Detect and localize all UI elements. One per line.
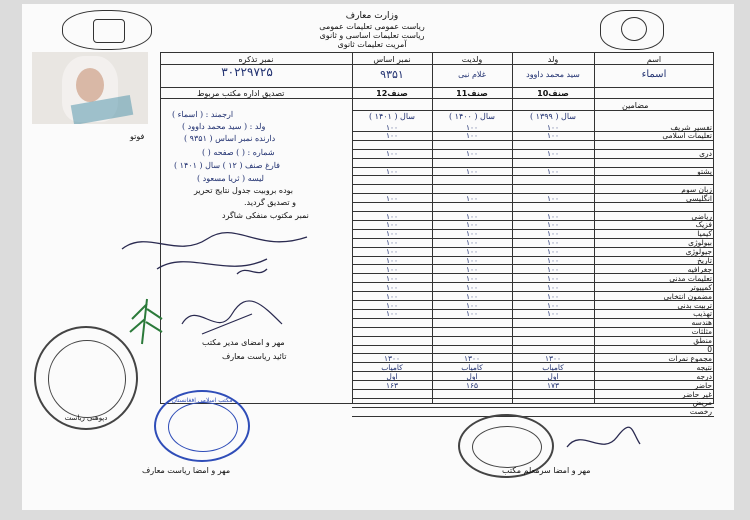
mark-cell: ۱۰۰ xyxy=(546,193,560,203)
mark-cell: ۱۰۰ xyxy=(465,122,479,132)
mark-cell: ۱۰۰ xyxy=(385,247,399,257)
grade-12: صنف12 xyxy=(376,89,408,98)
cert-arjumand: ارجمند : ( اسماء ) xyxy=(172,110,234,119)
subject-name: مجموع نمرات xyxy=(668,353,712,363)
mark-cell: ۱۰۰ xyxy=(465,309,479,319)
mark-cell: ۱۰۰ xyxy=(465,211,479,221)
header-line-4: آمریت تعلیمات ثانوی xyxy=(337,40,407,49)
stamp-blue-text: مکتب اسلامی افغانستان xyxy=(171,397,233,404)
label-tazkira: نمبر تذکره xyxy=(238,55,274,64)
cert-wald: ولد : ( سید محمد داوود ) xyxy=(182,122,266,131)
label-grandfather: ولدیت xyxy=(461,55,483,64)
mark-cell: ۱۰۰ xyxy=(546,247,560,257)
mark-cell: ۱۰۰ xyxy=(385,122,399,132)
cert-letter-number: نمبر مکتوب منفکی شاگرد xyxy=(222,211,309,220)
mark-cell: اول xyxy=(466,371,478,381)
mark-cell: ۱۳۰۰ xyxy=(463,353,481,363)
subject-name: تعلیمات اسلامی xyxy=(662,131,712,141)
cert-table-note: بوده بروبیت جدول نتایج تحریر xyxy=(194,186,294,195)
student-name: اسماء xyxy=(641,69,667,80)
subject-name: بیولوژی xyxy=(688,238,712,248)
mark-cell: ۱۰۰ xyxy=(465,220,479,230)
subjects-label: مضامین xyxy=(622,101,649,110)
row-divider xyxy=(352,327,714,328)
mark-cell: ۱۰۰ xyxy=(546,256,560,265)
year-11: سال ( ۱۴۰۰ ) xyxy=(448,112,496,121)
mark-cell: ۱۰۰ xyxy=(546,149,560,159)
verification-label: تصدیق اداره مکتب مربوط xyxy=(197,89,285,98)
mark-cell: ۱۰۰ xyxy=(385,149,399,159)
mark-cell: ۱۰۰ xyxy=(385,131,399,141)
mark-cell: ۱۰۰ xyxy=(385,300,399,310)
subject-name: دری xyxy=(699,149,712,159)
cert-graduate: فارغ صنف ( ۱۲ ) سال ( ۱۴۰۱ ) xyxy=(174,161,280,170)
subject-name: حاضر xyxy=(694,380,712,390)
row-divider xyxy=(352,184,714,185)
mark-cell: ۱۶۳ xyxy=(385,380,399,390)
subject-name: پشتو xyxy=(697,167,712,176)
mark-cell: ۱۰۰ xyxy=(465,247,479,257)
mark-cell: ۱۰۰ xyxy=(385,211,399,221)
dept-confirm-label: تائید ریاست معارف xyxy=(222,352,287,361)
subject-name: مریض xyxy=(692,398,712,408)
mark-cell: کامیاب xyxy=(381,362,403,372)
label-base-number: نمبر اساس xyxy=(373,55,411,64)
mark-cell: ۱۰۰ xyxy=(546,211,560,221)
mark-cell: ۱۰۰ xyxy=(385,256,399,265)
row-divider xyxy=(352,345,714,346)
mark-cell: کامیاب xyxy=(542,362,564,372)
subject-name: انگلیسی xyxy=(685,193,712,203)
certificate-page xyxy=(22,4,734,510)
subject-name: مضمون انتخابی xyxy=(663,291,712,301)
signature-teacher xyxy=(562,422,642,462)
dept-sign-label: مهر و امضا ریاست معارف xyxy=(142,466,231,475)
signature-director xyxy=(117,219,317,289)
student-father: سید محمد داوود xyxy=(526,70,580,79)
mark-cell: ۱۰۰ xyxy=(465,256,479,265)
subject-name: فزیک xyxy=(695,220,712,230)
mark-cell: ۱۰۰ xyxy=(546,282,560,292)
student-base-number: ۹۳۵۱ xyxy=(380,68,404,81)
grade-11: صنف11 xyxy=(456,89,488,98)
mark-cell: ۱۰۰ xyxy=(465,291,479,301)
subject-name: جیولوژی xyxy=(685,247,712,257)
subject-name: کمپیوتر xyxy=(689,282,712,292)
row-divider xyxy=(352,407,714,408)
subject-name: درجه xyxy=(696,371,712,381)
mark-cell: ۱۰۰ xyxy=(385,238,399,248)
student-tazkira: ۳۰۲۲۹۷۲۵ xyxy=(221,65,273,79)
mark-cell: ۱۰۰ xyxy=(465,273,479,283)
mark-cell: ۱۰۰ xyxy=(465,149,479,159)
mark-cell: ۱۰۰ xyxy=(465,282,479,292)
cert-base-number: دارنده نمبر اساس ( ۹۳۵۱ ) xyxy=(184,134,276,143)
national-emblem-right-icon xyxy=(600,10,664,50)
teacher-sign-label: مهر و امضا سرمعلم مکتب xyxy=(502,466,591,475)
subject-name: زبان سوم xyxy=(681,184,712,194)
label-name: اسم xyxy=(646,55,662,64)
subject-name: تاریخ xyxy=(697,256,712,265)
year-10: سال ( ۱۳۹۹ ) xyxy=(529,112,577,121)
mark-cell: ۱۰۰ xyxy=(465,167,479,176)
mark-cell: ۱۰۰ xyxy=(465,193,479,203)
mark-cell: ۱۰۰ xyxy=(546,273,560,283)
subject-name: تعلیمات مدنی xyxy=(669,273,712,283)
mark-cell: ۱۰۰ xyxy=(546,167,560,176)
cert-page-number: شماره : ( ) صفحه ( ) xyxy=(202,148,275,157)
mark-cell: ۱۰۰ xyxy=(385,282,399,292)
cert-confirm: و تصدیق گردید. xyxy=(244,198,296,207)
mark-cell: ۱۰۰ xyxy=(546,122,560,132)
mark-cell: ۱۳۰۰ xyxy=(383,353,401,363)
mark-cell: ۱۰۰ xyxy=(385,229,399,239)
mark-cell: ۱۶۵ xyxy=(465,380,479,390)
ministry-emblem-left-icon xyxy=(62,10,152,50)
subject-name: تهذیب xyxy=(693,309,712,319)
mark-cell: ۱۰۰ xyxy=(546,309,560,319)
header-line-2: ریاست عمومی تعلیمات عمومی xyxy=(319,22,425,31)
mark-cell: ۱۰۰ xyxy=(465,229,479,239)
subject-name: تفسیر شریف xyxy=(670,122,712,132)
dept-stamp xyxy=(154,390,250,462)
grade-10: صنف10 xyxy=(537,89,569,98)
subject-name: ریاضی xyxy=(691,211,712,221)
ministry-title: وزارت معارف xyxy=(345,11,399,21)
subject-name: منطق xyxy=(693,336,712,346)
student-photo xyxy=(32,52,148,124)
mark-cell: ۱۰۰ xyxy=(465,131,479,141)
mark-cell: ۱۰۰ xyxy=(465,300,479,310)
subject-name: 0 xyxy=(707,345,712,354)
mark-cell: ۱۰۰ xyxy=(465,238,479,248)
mark-cell: ۱۰۰ xyxy=(546,291,560,301)
subject-name: رخصت xyxy=(689,407,712,417)
mark-cell: ۱۰۰ xyxy=(385,291,399,301)
row-divider xyxy=(352,336,714,337)
signature-principal xyxy=(172,294,292,344)
mark-cell: ۱۰۰ xyxy=(546,300,560,310)
mark-cell: ۱۰۰ xyxy=(385,309,399,319)
mark-cell: ۱۰۰ xyxy=(546,220,560,230)
mark-cell: ۱۰۰ xyxy=(546,238,560,248)
mark-cell: ۱۰۰ xyxy=(385,193,399,203)
mark-cell: ۱۰۰ xyxy=(385,220,399,230)
mark-cell: ۱۳۰۰ xyxy=(544,353,562,363)
subject-name: تربیت بدنی xyxy=(677,300,712,310)
subject-name: کیمیا xyxy=(697,229,712,239)
principal-sign-label: مهر و امضای مدیر مکتب xyxy=(202,338,285,347)
mark-cell: ۱۰۰ xyxy=(546,264,560,274)
mark-cell: ۱۰۰ xyxy=(546,131,560,141)
subject-name: هندسه xyxy=(691,318,712,328)
school-stamp xyxy=(34,326,138,430)
photo-label: فوتو xyxy=(130,132,145,141)
cert-lycee: لیسه ( ثریا مسعود ) xyxy=(197,174,264,183)
mark-cell: ۱۰۰ xyxy=(385,167,399,176)
mark-cell: ۱۰۰ xyxy=(546,229,560,239)
stamp-left-text: دپوهنی ریاست xyxy=(64,414,108,422)
mark-cell: ۱۰۰ xyxy=(465,264,479,274)
mark-cell: کامیاب xyxy=(461,362,483,372)
subject-name: جغرافیه xyxy=(687,264,712,274)
subject-name: مثلثات xyxy=(691,327,712,337)
subject-name: غیر حاضر xyxy=(681,389,712,399)
row-divider xyxy=(352,416,714,417)
subject-name: نتیجه xyxy=(696,362,712,372)
year-12: سال ( ۱۴۰۱ ) xyxy=(368,112,416,121)
mark-cell: ۱۰۰ xyxy=(385,273,399,283)
student-grandfather: غلام نبی xyxy=(458,70,486,79)
mark-cell: اول xyxy=(547,371,559,381)
mark-cell: ۱۰۰ xyxy=(385,264,399,274)
header-line-3: ریاست تعلیمات اساسی و ثانوی xyxy=(319,31,425,40)
label-father: ولد xyxy=(547,55,559,64)
mark-cell: ۱۷۳ xyxy=(546,380,560,390)
row-divider xyxy=(352,398,714,399)
mark-cell: اول xyxy=(386,371,398,381)
